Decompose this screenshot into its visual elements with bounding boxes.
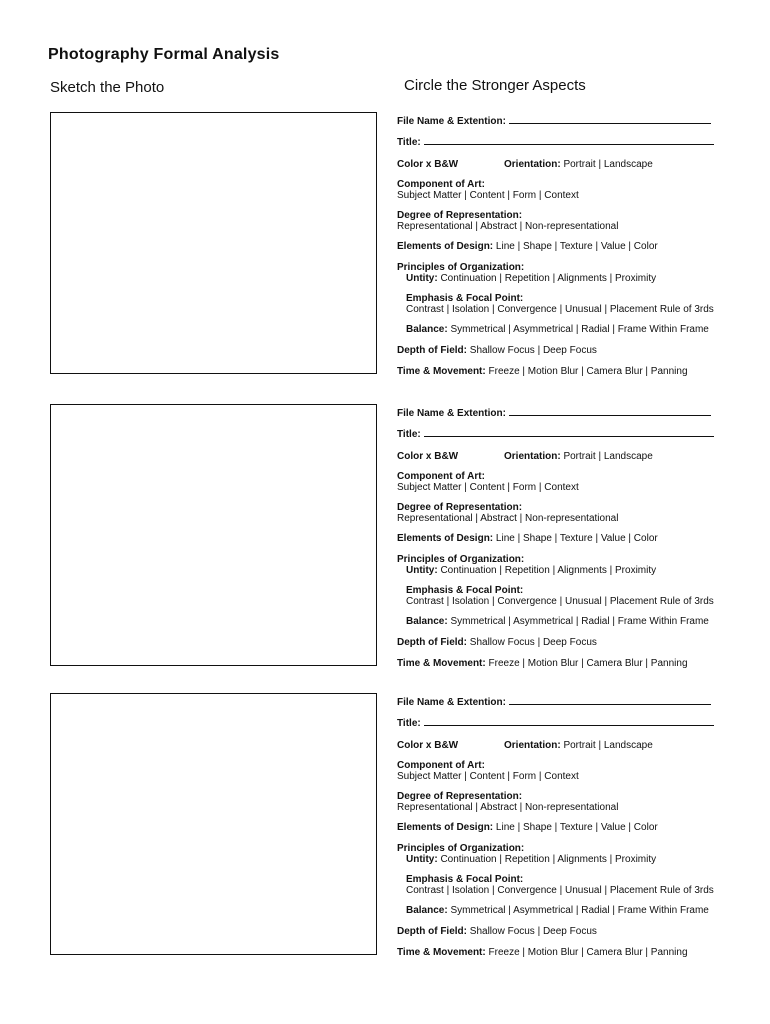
representation-label: Degree of Representation: xyxy=(397,210,523,221)
title-field[interactable]: Title: xyxy=(397,427,714,440)
elements-row[interactable]: Elements of Design: Line | Shape | Texture | Value | Color xyxy=(397,241,658,252)
orientation-row: Orientation: Portrait | Landscape xyxy=(504,740,653,751)
representation-options[interactable]: Representational | Abstract | Non-representational xyxy=(397,221,619,232)
representation-label: Degree of Representation: xyxy=(397,502,523,513)
aspects-heading: Circle the Stronger Aspects xyxy=(404,77,586,94)
balance-row[interactable]: Balance: Symmetrical | Asymmetrical | Radial | Frame Within Frame xyxy=(406,616,709,627)
orientation-row: Orientation: Portrait | Landscape xyxy=(504,451,653,462)
time-row[interactable]: Time & Movement: Freeze | Motion Blur | Camera Blur | Panning xyxy=(397,658,688,669)
component-label: Component of Art: xyxy=(397,179,485,190)
emphasis-label: Emphasis & Focal Point: xyxy=(406,874,524,885)
emphasis-label: Emphasis & Focal Point: xyxy=(406,585,524,596)
title-field[interactable]: Title: xyxy=(397,716,714,729)
file-name-field[interactable]: File Name & Extention: xyxy=(397,114,711,127)
title-field[interactable]: Title: xyxy=(397,135,714,148)
sketch-heading: Sketch the Photo xyxy=(50,79,165,96)
orientation-options[interactable]: Portrait | Landscape xyxy=(563,740,653,751)
depth-row[interactable]: Depth of Field: Shallow Focus | Deep Focus xyxy=(397,926,597,937)
sketch-area-3[interactable] xyxy=(50,693,377,955)
orientation-options[interactable]: Portrait | Landscape xyxy=(563,159,653,170)
file-name-field[interactable]: File Name & Extention: xyxy=(397,695,711,708)
balance-row[interactable]: Balance: Symmetrical | Asymmetrical | Radial | Frame Within Frame xyxy=(406,905,709,916)
depth-row[interactable]: Depth of Field: Shallow Focus | Deep Focus xyxy=(397,637,597,648)
orientation-options[interactable]: Portrait | Landscape xyxy=(563,451,653,462)
principles-label: Principles of Organization: xyxy=(397,262,525,273)
sketch-area-2[interactable] xyxy=(50,404,377,666)
emphasis-options[interactable]: Contrast | Isolation | Convergence | Unusual | Placement Rule of 3rds xyxy=(406,304,714,315)
component-options[interactable]: Subject Matter | Content | Form | Context xyxy=(397,771,579,782)
elements-row[interactable]: Elements of Design: Line | Shape | Texture | Value | Color xyxy=(397,822,658,833)
orientation-row: Orientation: Portrait | Landscape xyxy=(504,159,653,170)
color-option[interactable]: Color x B&W xyxy=(397,159,459,170)
emphasis-options[interactable]: Contrast | Isolation | Convergence | Unusual | Placement Rule of 3rds xyxy=(406,596,714,607)
principles-label: Principles of Organization: xyxy=(397,843,525,854)
component-label: Component of Art: xyxy=(397,760,485,771)
page-title: Photography Formal Analysis xyxy=(48,46,280,63)
representation-label: Degree of Representation: xyxy=(397,791,523,802)
emphasis-label: Emphasis & Focal Point: xyxy=(406,293,524,304)
component-options[interactable]: Subject Matter | Content | Form | Context xyxy=(397,190,579,201)
representation-options[interactable]: Representational | Abstract | Non-representational xyxy=(397,513,619,524)
emphasis-options[interactable]: Contrast | Isolation | Convergence | Unusual | Placement Rule of 3rds xyxy=(406,885,714,896)
elements-row[interactable]: Elements of Design: Line | Shape | Texture | Value | Color xyxy=(397,533,658,544)
representation-options[interactable]: Representational | Abstract | Non-representational xyxy=(397,802,619,813)
depth-row[interactable]: Depth of Field: Shallow Focus | Deep Focus xyxy=(397,345,597,356)
sketch-area-1[interactable] xyxy=(50,112,377,374)
balance-row[interactable]: Balance: Symmetrical | Asymmetrical | Radial | Frame Within Frame xyxy=(406,324,709,335)
file-name-field[interactable]: File Name & Extention: xyxy=(397,406,711,419)
color-option[interactable]: Color x B&W xyxy=(397,740,459,751)
component-options[interactable]: Subject Matter | Content | Form | Context xyxy=(397,482,579,493)
principles-label: Principles of Organization: xyxy=(397,554,525,565)
component-label: Component of Art: xyxy=(397,471,485,482)
unity-row[interactable]: Untity: Continuation | Repetition | Alignments | Proximity xyxy=(406,854,657,865)
time-row[interactable]: Time & Movement: Freeze | Motion Blur | Camera Blur | Panning xyxy=(397,947,688,958)
unity-row[interactable]: Untity: Continuation | Repetition | Alignments | Proximity xyxy=(406,273,657,284)
unity-row[interactable]: Untity: Continuation | Repetition | Alignments | Proximity xyxy=(406,565,657,576)
time-row[interactable]: Time & Movement: Freeze | Motion Blur | Camera Blur | Panning xyxy=(397,366,688,377)
color-option[interactable]: Color x B&W xyxy=(397,451,459,462)
